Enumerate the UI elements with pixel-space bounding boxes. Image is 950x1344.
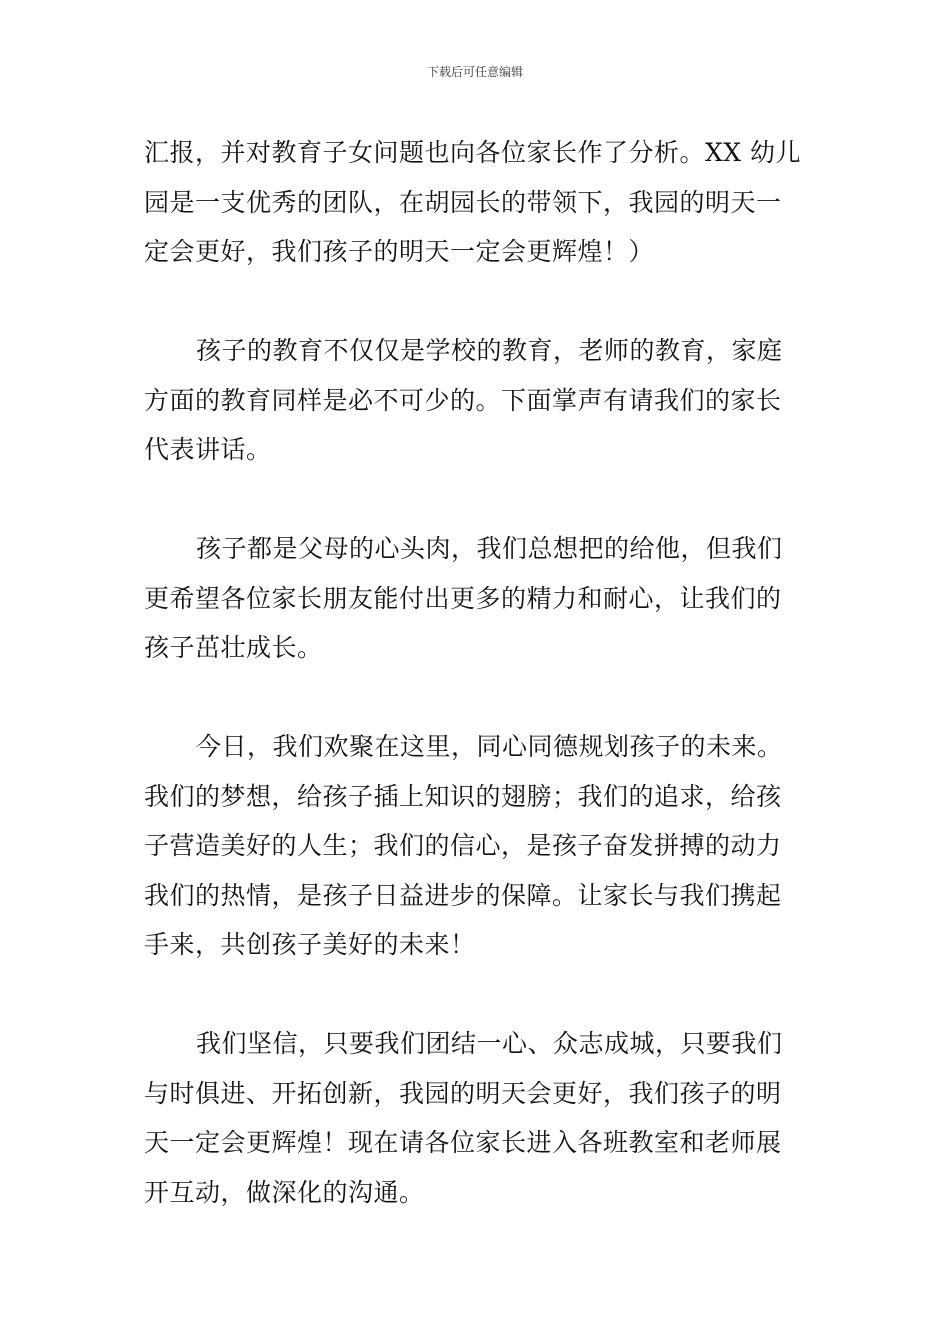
paragraph-line: 手来，共创孩子美好的未来！: [144, 930, 476, 959]
paragraph-5: [144, 1019, 814, 1217]
paragraph-4: [144, 722, 814, 970]
paragraph-line: 定会更好，我们孩子的明天一定会更辉煌！）: [144, 237, 655, 266]
paragraph-line: 更希望各位家长朋友能付出更多的精力和耐心，让我们的: [144, 583, 782, 613]
paragraph-line: 园是一支优秀的团队，在胡园长的带领下，我园的明天一: [144, 187, 782, 217]
paragraph-spacer: [144, 475, 814, 525]
paragraph-line: 孩子茁壮成长。: [144, 633, 323, 662]
paragraph-line: 方面的教育同样是必不可少的。下面掌声有请我们的家长: [144, 385, 782, 415]
paragraph-line: [144, 524, 814, 574]
paragraph-line: 开互动，做深化的沟通。: [144, 1177, 425, 1207]
paragraph-line: 代表讲话。: [144, 435, 272, 464]
paragraph-line-text: 今日，我们欢聚在这里，同心同德规划孩子的未来。: [196, 732, 783, 761]
paragraph-spacer: [144, 970, 814, 1020]
paragraph-line-text: 孩子都是父母的心头肉，我们总想把的给他，但我们: [196, 534, 783, 563]
paragraph-line: [144, 1019, 814, 1069]
paragraph-1: [144, 128, 814, 277]
paragraph-line-text: 我们坚信，只要我们团结一心、众志成城，只要我们: [196, 1029, 783, 1058]
page-header: 下载后可任意编辑: [426, 65, 523, 79]
paragraph-3: [144, 524, 814, 673]
paragraph-line: 我们的热情，是孩子日益进步的保障。让家长与我们携起: [144, 880, 782, 910]
paragraph-line: [144, 722, 814, 772]
paragraph-line: 我们的梦想，给孩子插上知识的翅膀；我们的追求，给孩: [144, 781, 782, 811]
paragraph-line: 天一定会更辉煌！现在请各位家长进入各班教室和老师展: [144, 1128, 782, 1157]
paragraph-spacer: [144, 673, 814, 723]
paragraph-line: [144, 326, 814, 376]
paragraph-line: 汇报，并对教育子女问题也向各位家长作了分析。XX 幼儿: [144, 138, 802, 167]
document-body: [144, 128, 814, 1217]
paragraph-line: 与时俱进、开拓创新，我园的明天会更好，我们孩子的明: [144, 1078, 782, 1108]
paragraph-line: 子营造美好的人生；我们的信心，是孩子奋发拼搏的动力: [144, 831, 782, 860]
paragraph-2: [144, 326, 814, 475]
paragraph-spacer: [144, 277, 814, 327]
paragraph-line-text: 孩子的教育不仅仅是学校的教育，老师的教育，家庭: [196, 336, 783, 365]
